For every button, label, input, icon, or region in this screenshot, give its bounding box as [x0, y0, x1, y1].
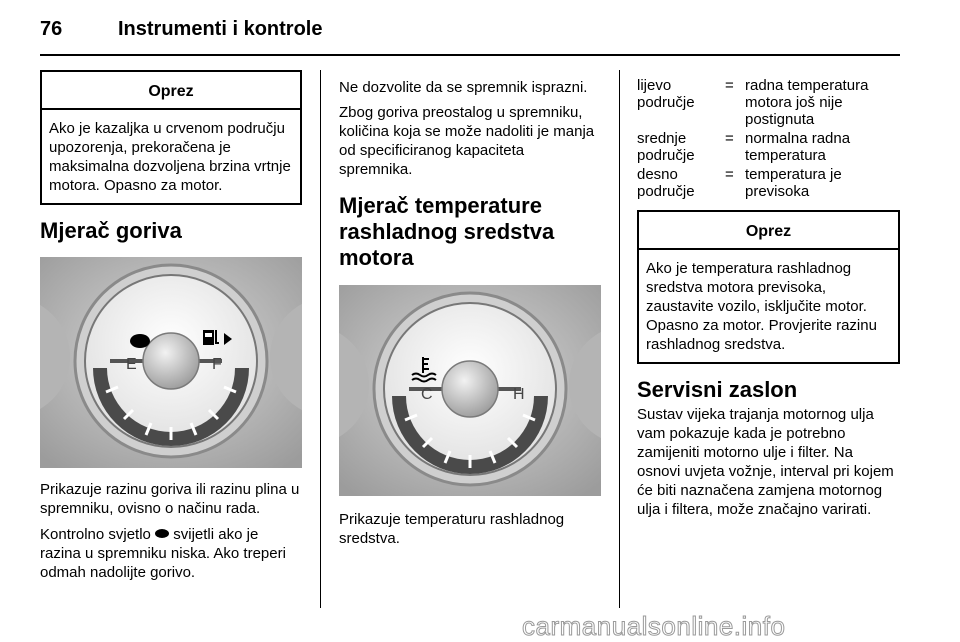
definition-equals: = — [725, 77, 734, 94]
column-3 — [637, 70, 900, 519]
section-heading-fuel: Mjerač goriva — [40, 218, 182, 243]
coolant-description: Prikazuje temperaturu rashladnog sredstva. — [339, 511, 565, 547]
definition-term: srednje područje — [637, 130, 695, 164]
fuel-gauge-f-label: F — [212, 356, 222, 373]
fuel-warning-light-icon — [155, 529, 169, 538]
page-number: 76 — [40, 18, 63, 40]
coolant-gauge-image — [339, 285, 601, 496]
watermark: carmanualsonline.info — [522, 611, 786, 641]
definition-term: desno područje — [637, 166, 695, 200]
header-divider — [40, 54, 900, 56]
section-heading-service: Servisni zaslon — [637, 377, 798, 402]
definition-equals: = — [725, 166, 734, 183]
warning-box-coolant — [637, 210, 900, 364]
section-heading-coolant: Mjerač temperature rashladnog sredstva motora — [339, 193, 555, 270]
fuel-description: Prikazuje razinu goriva ili razinu plina u spremniku, ovisno o načinu rada. — [40, 481, 300, 517]
warning-title: Oprez — [42, 72, 300, 110]
column-divider-2 — [619, 70, 620, 608]
warning-title: Oprez — [639, 212, 898, 250]
definition-term: lijevo područje — [637, 77, 695, 111]
definition-equals: = — [725, 130, 734, 147]
warning-text: Ako je temperatura rashladnog sredstva motora previsoka, zaustavite vozilo, isključite motor. Opasno za motor. Provjerite razinu rashladnog sredstva. — [646, 260, 877, 353]
definition-desc: normalna radna temperatura — [745, 130, 851, 164]
service-description: Sustav vijeka trajanja motornog ulja vam pokazuje kada je potrebno zamijeniti motorno ulje i filter. Na osnovi uvjeta vožnje, interval pri kojem će biti naznačena zamjena motornog ulja i filtera, može značajno varirati. — [637, 406, 894, 518]
fuel-gauge-e-label: E — [126, 356, 137, 373]
definition-row — [637, 77, 900, 128]
tank-capacity-note: Zbog goriva preostalog u spremniku, količina koja se može nadoliti je manja od specificiranog kapaciteta spremnika. — [339, 104, 595, 178]
page-title: Instrumenti i kontrole — [118, 18, 323, 40]
tank-note: Ne dozvolite da se spremnik isprazni. — [339, 79, 588, 96]
fuel-gauge-image — [40, 257, 302, 468]
column-2 — [339, 70, 601, 548]
definition-desc: temperatura je previsoka — [745, 166, 842, 200]
coolant-gauge-c-label: C — [421, 386, 433, 403]
column-divider-1 — [320, 70, 321, 608]
column-1 — [40, 70, 302, 582]
warning-text: Ako je kazaljka u crvenom području upozorenja, prekoračena je maksimalna dozvoljena brzina vrtnje motora. Opasno za motor. — [49, 120, 291, 194]
temperature-definitions — [637, 77, 900, 200]
definition-desc: radna temperatura motora još nije postignuta — [745, 77, 869, 128]
coolant-gauge-h-label: H — [513, 386, 525, 403]
fuel-warning-light-text: Kontrolno svjetlo svijetli ako je razina u spremniku niska. Ako treperi odmah nadolijte gorivo. — [40, 526, 286, 581]
definition-row — [637, 130, 900, 164]
warning-box-rev — [40, 70, 302, 205]
definition-row — [637, 166, 900, 200]
